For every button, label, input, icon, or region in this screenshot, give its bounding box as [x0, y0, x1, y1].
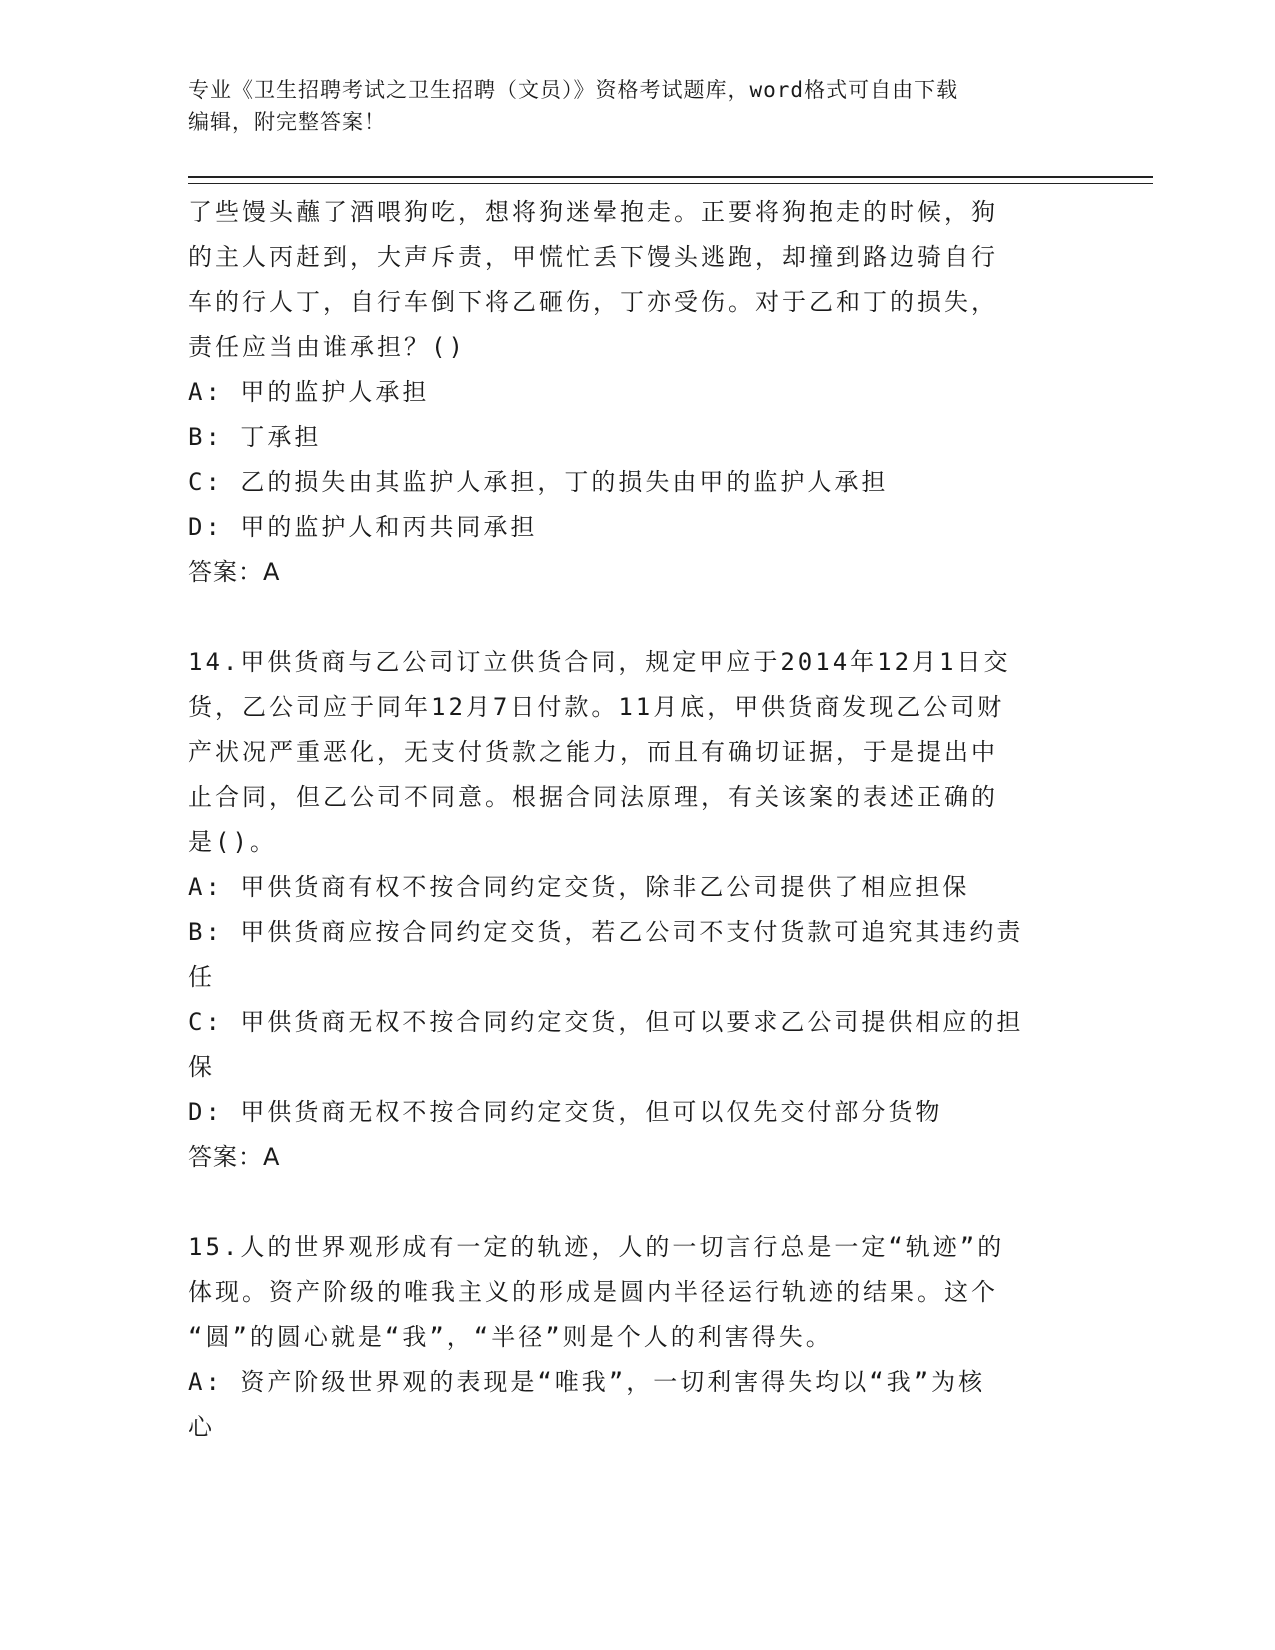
question-stem-line: 止合同，但乙公司不同意。根据合同法原理，有关该案的表述正确的 — [188, 783, 998, 811]
option-c: C: 乙的损失由其监护人承担，丁的损失由甲的监护人承担 — [188, 468, 889, 496]
option-a: A: 甲的监护人承担 — [188, 378, 430, 406]
header-divider-thin — [188, 183, 1153, 184]
question-stem-line: 了些馒头蘸了酒喂狗吃，想将狗迷晕抱走。正要将狗抱走的时候，狗 — [188, 198, 998, 226]
header-divider-thick — [188, 176, 1153, 178]
option-a-continued: 心 — [188, 1413, 215, 1441]
question-content — [188, 190, 1078, 1450]
question-stem-line: 的主人丙赶到，大声斥责，甲慌忙丢下馒头逃跑，却撞到路边骑自行 — [188, 243, 998, 271]
question-stem-line: 产状况严重恶化，无支付货款之能力，而且有确切证据，于是提出中 — [188, 738, 998, 766]
document-header — [188, 74, 1088, 138]
question-stem-line: 责任应当由谁承担？() — [188, 333, 466, 361]
option-b-continued: 任 — [188, 963, 215, 991]
option-b: B: 丁承担 — [188, 423, 322, 451]
answer-line: 答案：A — [188, 1143, 281, 1171]
question-14 — [188, 640, 1078, 1180]
header-line-2: 编辑，附完整答案！ — [188, 110, 386, 134]
question-stem-line: 体现。资产阶级的唯我主义的形成是圆内半径运行轨迹的结果。这个 — [188, 1278, 998, 1306]
question-stem-line: 是()。 — [188, 828, 277, 856]
question-spacer — [188, 1180, 1078, 1225]
question-stem-line: 货，乙公司应于同年12月7日付款。11月底，甲供货商发现乙公司财 — [188, 693, 1005, 721]
question-stem-line: 车的行人丁，自行车倒下将乙砸伤，丁亦受伤。对于乙和丁的损失， — [188, 288, 998, 316]
option-d: D: 甲供货商无权不按合同约定交货，但可以仅先交付部分货物 — [188, 1098, 943, 1126]
header-line-1: 专业《卫生招聘考试之卫生招聘（文员）》资格考试题库，word格式可自由下载 — [188, 78, 959, 102]
question-15 — [188, 1225, 1078, 1450]
question-13 — [188, 190, 1078, 595]
option-d: D: 甲的监护人和丙共同承担 — [188, 513, 538, 541]
question-stem-line: “圆”的圆心就是“我”，“半径”则是个人的利害得失。 — [188, 1323, 833, 1351]
question-stem-line: 14.甲供货商与乙公司订立供货合同，规定甲应于2014年12月1日交 — [188, 648, 1011, 676]
question-stem-line: 15.人的世界观形成有一定的轨迹，人的一切言行总是一定“轨迹”的 — [188, 1233, 1005, 1261]
question-spacer — [188, 595, 1078, 640]
answer-line: 答案：A — [188, 558, 281, 586]
option-a: A: 甲供货商有权不按合同约定交货，除非乙公司提供了相应担保 — [188, 873, 970, 901]
option-c: C: 甲供货商无权不按合同约定交货，但可以要求乙公司提供相应的担 — [188, 1008, 1024, 1036]
option-c-continued: 保 — [188, 1053, 215, 1081]
option-a: A: 资产阶级世界观的表现是“唯我”，一切利害得失均以“我”为核 — [188, 1368, 986, 1396]
option-b: B: 甲供货商应按合同约定交货，若乙公司不支付货款可追究其违约责 — [188, 918, 1024, 946]
